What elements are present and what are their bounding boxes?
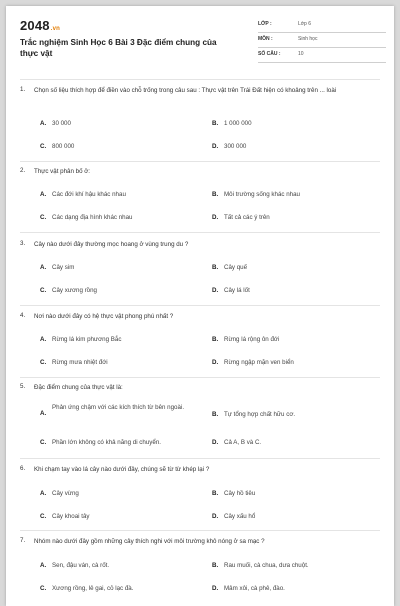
option-text: Cây khoai tây: [52, 513, 90, 520]
question-item: [20, 383, 380, 455]
option-text: Các đới khí hậu khác nhau: [52, 191, 126, 198]
question-number: 5.: [20, 383, 26, 390]
option-text: Rừng ngập mặn ven biển: [224, 359, 294, 366]
option-letter: B.: [212, 490, 219, 497]
meta-value: 10: [298, 51, 304, 57]
option-letter: B.: [212, 336, 219, 343]
question-text: Nơi nào dưới đây có hệ thực vật phong phú nhất ?: [34, 313, 174, 320]
divider: [20, 377, 380, 378]
question-number: 4.: [20, 312, 26, 319]
option-text: Môi trường sống khác nhau: [224, 191, 300, 198]
option-letter: C.: [40, 359, 47, 366]
option-letter: C.: [40, 513, 47, 520]
option-text: Cây xương rồng: [52, 287, 98, 294]
option-letter: A.: [40, 120, 47, 127]
option-letter: D.: [212, 214, 219, 221]
option-letter: A.: [40, 410, 47, 417]
option-letter: A.: [40, 562, 47, 569]
option-letter: B.: [212, 562, 219, 569]
option-letter: C.: [40, 287, 47, 294]
option-text: Cây sim: [52, 264, 75, 271]
meta-row-question-count: [258, 48, 386, 63]
meta-table: [258, 18, 386, 63]
divider: [20, 305, 380, 306]
option-text: Cây hồ tiêu: [224, 490, 256, 497]
option-letter: D.: [212, 143, 219, 150]
option-letter: C.: [40, 214, 47, 221]
option-text: 800 000: [52, 143, 75, 150]
option-letter: C.: [40, 143, 47, 150]
option-letter: A.: [40, 191, 47, 198]
option-text: Các dạng địa hình khác nhau: [52, 214, 133, 221]
question-number: 7.: [20, 537, 26, 544]
question-text: Khi chạm tay vào lá cây nào dưới đây, chúng sẽ từ từ khép lại ?: [34, 466, 210, 473]
question-item: [20, 537, 380, 599]
option-text: Cây quế: [224, 264, 248, 271]
option-letter: D.: [212, 287, 219, 294]
divider: [20, 530, 380, 531]
option-text: Sen, đậu ván, cà rốt.: [52, 562, 110, 569]
option-letter: D.: [212, 359, 219, 366]
option-text: Phản ứng chậm với các kích thích từ bên ngoài.: [52, 404, 185, 411]
divider: [20, 458, 380, 459]
option-text: Mâm xôi, cà phê, đào.: [224, 585, 285, 592]
question-item: [20, 240, 380, 302]
question-text: Chọn số liệu thích hợp để điền vào chỗ trống trong câu sau : Thực vật trên Trái Đất hiện có khoảng trên ... loài: [34, 87, 337, 94]
meta-value: Sinh học: [298, 36, 318, 42]
option-text: Xương rồng, lê gai, cỏ lạc đà.: [52, 585, 134, 592]
question-item: [20, 167, 380, 229]
option-text: Rau muối, cà chua, dưa chuột.: [224, 562, 309, 569]
meta-value: Lớp 6: [298, 21, 312, 27]
question-number: 6.: [20, 465, 26, 472]
option-text: Tất cả các ý trên: [224, 214, 270, 221]
option-text: Cả A, B và C.: [224, 439, 262, 446]
question-text: Đặc điểm chung của thực vật là:: [34, 384, 123, 391]
option-letter: A.: [40, 336, 47, 343]
question-item: [20, 312, 380, 374]
meta-label: LỚP :: [258, 21, 272, 27]
logo-suffix-text: .vn: [50, 26, 61, 32]
meta-label: MÔN :: [258, 36, 273, 42]
page-title: Trắc nghiệm Sinh Học 6 Bài 3 Đặc điểm chung của thực vật: [20, 38, 217, 58]
question-text: Nhóm nào dưới đây gồm những cây thích nghi với môi trường khô nóng ở sa mạc ?: [34, 538, 265, 545]
option-letter: C.: [40, 585, 47, 592]
option-letter: D.: [212, 513, 219, 520]
option-letter: D.: [212, 585, 219, 592]
option-text: 300 000: [224, 143, 247, 150]
option-text: Phần lớn không có khả năng di chuyển.: [52, 439, 161, 446]
question-number: 2.: [20, 167, 26, 174]
question-number: 1.: [20, 86, 26, 93]
question-item: [20, 86, 380, 158]
divider: [20, 79, 380, 80]
question-text: Thực vật phân bố ở:: [34, 168, 91, 175]
option-letter: B.: [212, 120, 219, 127]
meta-row-subject: [258, 33, 386, 48]
option-text: Rừng lá rộng ôn đới: [224, 336, 280, 343]
worksheet-page: [6, 6, 394, 606]
site-logo[interactable]: [20, 18, 60, 33]
meta-row-class: [258, 18, 386, 33]
option-letter: B.: [212, 264, 219, 271]
meta-label: SỐ CÂU :: [258, 51, 281, 57]
option-letter: A.: [40, 490, 47, 497]
question-item: [20, 465, 380, 527]
option-text: Tự tổng hợp chất hữu cơ.: [224, 411, 296, 418]
question-number: 3.: [20, 240, 26, 247]
question-text: Cây nào dưới đây thường mọc hoang ở vùng trung du ?: [34, 241, 189, 248]
option-text: 1 000 000: [224, 120, 252, 127]
option-text: Cây lá lốt: [224, 287, 250, 294]
logo-main-text: 2048: [20, 18, 50, 33]
option-letter: C.: [40, 439, 47, 446]
divider: [20, 232, 380, 233]
option-letter: B.: [212, 411, 219, 418]
divider: [20, 161, 380, 162]
option-letter: D.: [212, 439, 219, 446]
option-text: Cây xấu hổ: [224, 513, 256, 520]
worksheet-header: [20, 18, 382, 64]
option-text: Cây vừng: [52, 490, 79, 497]
option-text: Rừng mưa nhiệt đới: [52, 359, 108, 366]
option-text: 30 000: [52, 120, 71, 127]
option-letter: A.: [40, 264, 47, 271]
option-text: Rừng lá kim phương Bắc: [52, 336, 122, 343]
option-letter: B.: [212, 191, 219, 198]
